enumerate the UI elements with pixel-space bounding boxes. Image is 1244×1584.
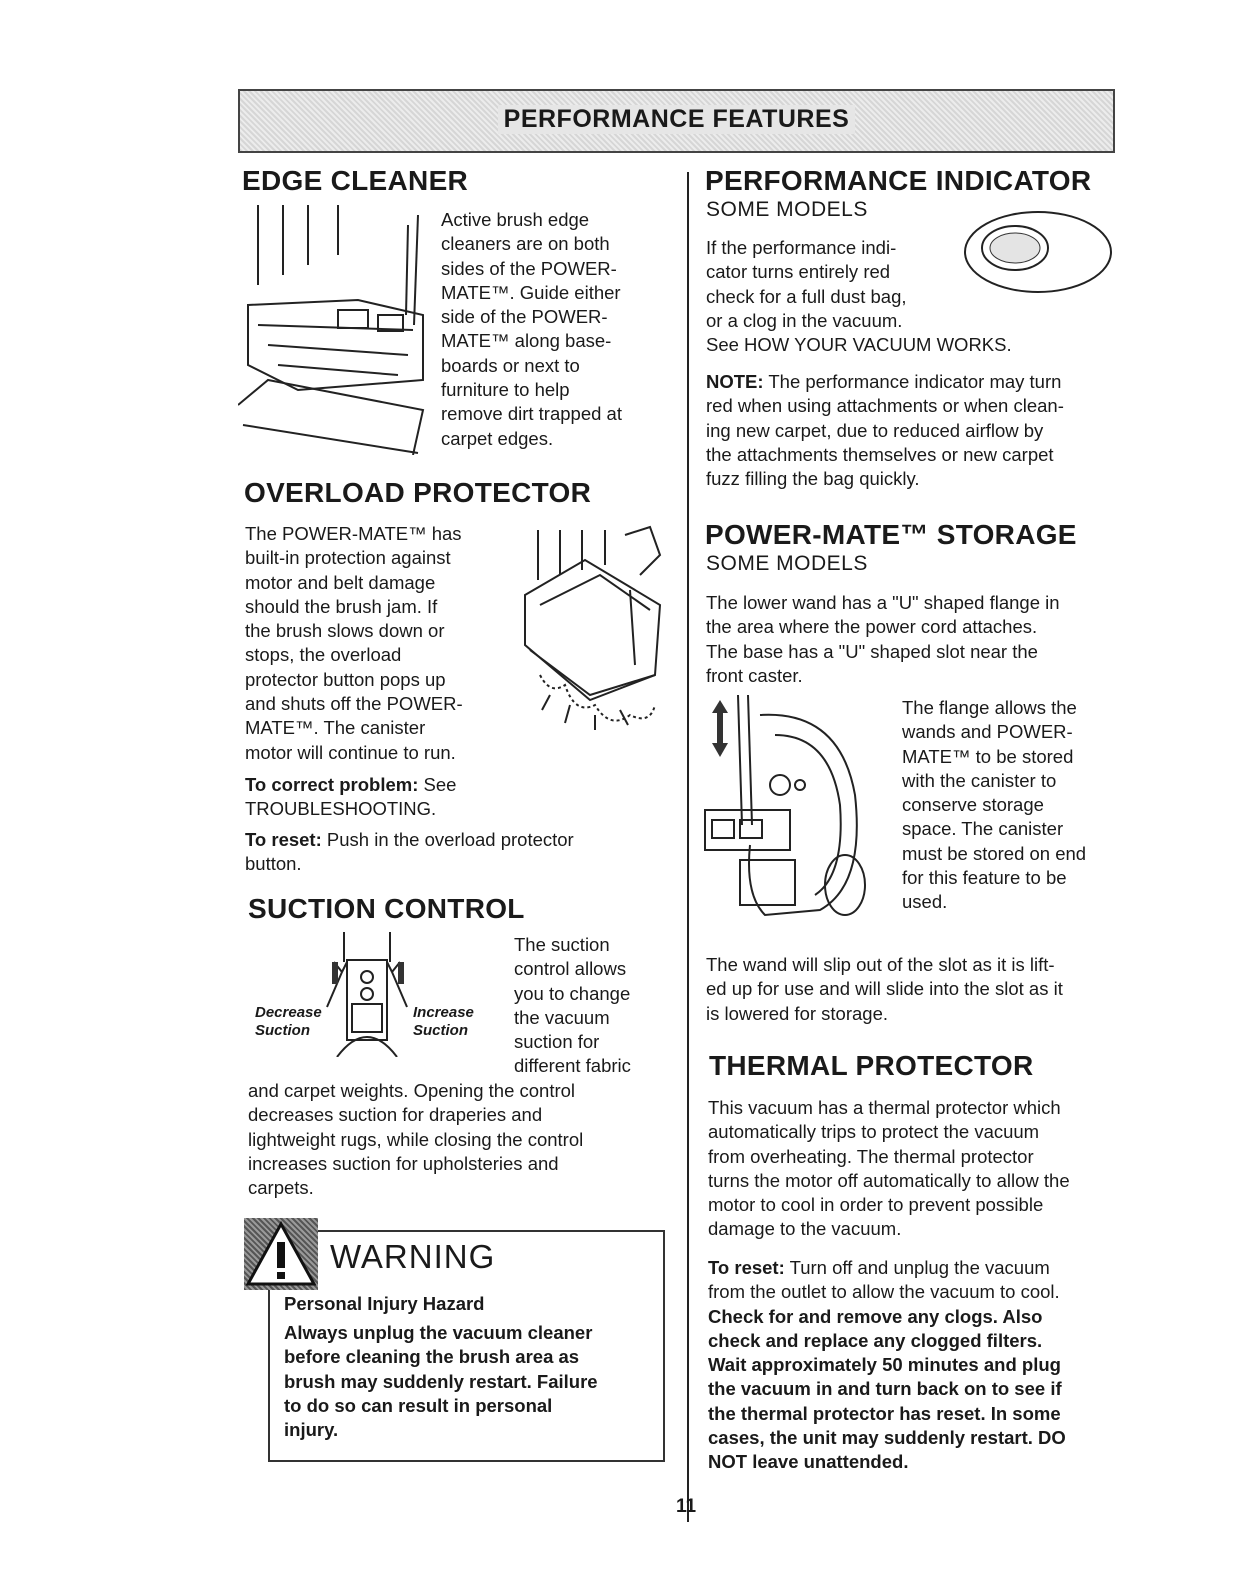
performance-indicator-subtitle: SOME MODELS — [706, 198, 868, 221]
overload-correct: To correct problem: See TROUBLESHOOTING. — [245, 774, 457, 820]
storage-title: POWER-MATE™ STORAGE — [705, 519, 1077, 550]
warning-text: Always unplug the vacuum cleaner before cleaning the brush area as brush may suddenly restart. Failure to do so can result in personal injury. — [284, 1322, 598, 1441]
edge-cleaner-text: Active brush edge cleaners are on both sides of the POWER- MATE™. Guide either side of the POWER- MATE™ along base- boards or next to furniture to help remove dirt trapped at carpet edges. — [441, 209, 622, 449]
performance-indicator-text: If the performance indi- cator turns entirely red check for a full dust bag, or a clog in the vacuum. See HOW YOUR VACUUM WORKS. — [706, 237, 1012, 356]
performance-indicator-title: PERFORMANCE INDICATOR — [705, 165, 1092, 196]
column-divider — [687, 172, 689, 1522]
storage-side-text: The flange allows the wands and POWER- MATE™ to be stored with the canister to conserve storage space. The canister must be stored on end for this feature to be used. — [902, 697, 1087, 913]
storage-outro-text: The wand will slip out of the slot as it is lift- ed up for use and will slide into the slot as it is lowered for storage. — [706, 954, 1063, 1024]
suction-control-side-text: The suction control allows you to change the vacuum suction for different fabric — [514, 934, 631, 1077]
thermal-protector-text: This vacuum has a thermal protector which automatically trips to protect the vacuum from overheating. The thermal protector turns the motor off automatically to allow the motor to cool in order to prevent possible damage to the vacuum. — [708, 1097, 1070, 1240]
storage-subtitle: SOME MODELS — [706, 552, 868, 575]
increase-suction-label: Increase Suction — [413, 1004, 474, 1039]
warning-triangle-icon — [244, 1218, 318, 1290]
warning-title: WARNING — [330, 1238, 496, 1275]
overload-protector-title: OVERLOAD PROTECTOR — [244, 477, 592, 508]
suction-control-title: SUCTION CONTROL — [248, 893, 525, 924]
section-banner — [238, 89, 1115, 153]
suction-control-illustration — [312, 932, 422, 1057]
storage-illustration — [700, 695, 880, 935]
overload-reset: To reset: Push in the overload protector button. — [245, 829, 574, 875]
edge-cleaner-illustration — [238, 205, 428, 455]
overload-protector-illustration — [510, 525, 665, 740]
storage-intro-text: The lower wand has a "U" shaped flange in the area where the power cord attaches. The base has a "U" shaped slot near the front caster. — [706, 592, 1060, 686]
thermal-protector-title: THERMAL PROTECTOR — [709, 1050, 1034, 1081]
edge-cleaner-title: EDGE CLEANER — [242, 165, 469, 196]
suction-control-body-text: and carpet weights. Opening the control decreases suction for draperies and lightweight rugs, while closing the control increases suction for upholsteries and carpets. — [248, 1080, 584, 1199]
thermal-protector-reset: To reset: Turn off and unplug the vacuum from the outlet to allow the vacuum to cool. Check for and remove any clogs. Also check and replace any clogged filters. Wait approximately 50 minutes and plug the vacuum in and turn back on to see if the thermal protector has reset. In some cases, the unit may suddenly restart. DO NOT leave unattended. — [708, 1257, 1066, 1473]
warning-hazard: Personal Injury Hazard — [284, 1293, 485, 1314]
page-number: 11 — [676, 1496, 697, 1517]
performance-indicator-note: NOTE: The performance indicator may turn red when using attachments or when clean- ing new carpet, due to reduced airflow by the attachments themselves or new carpet fuzz filling the bag quickly. — [706, 371, 1064, 490]
overload-protector-text: The POWER-MATE™ has built-in protection against motor and belt damage should the brush jam. If the brush slows down or stops, the overload protector button pops up and shuts off the POWER- MATE™. The canister motor will continue to run. — [245, 523, 463, 763]
banner-title: PERFORMANCE FEATURES — [498, 105, 856, 134]
decrease-suction-label: Decrease Suction — [255, 1004, 322, 1039]
